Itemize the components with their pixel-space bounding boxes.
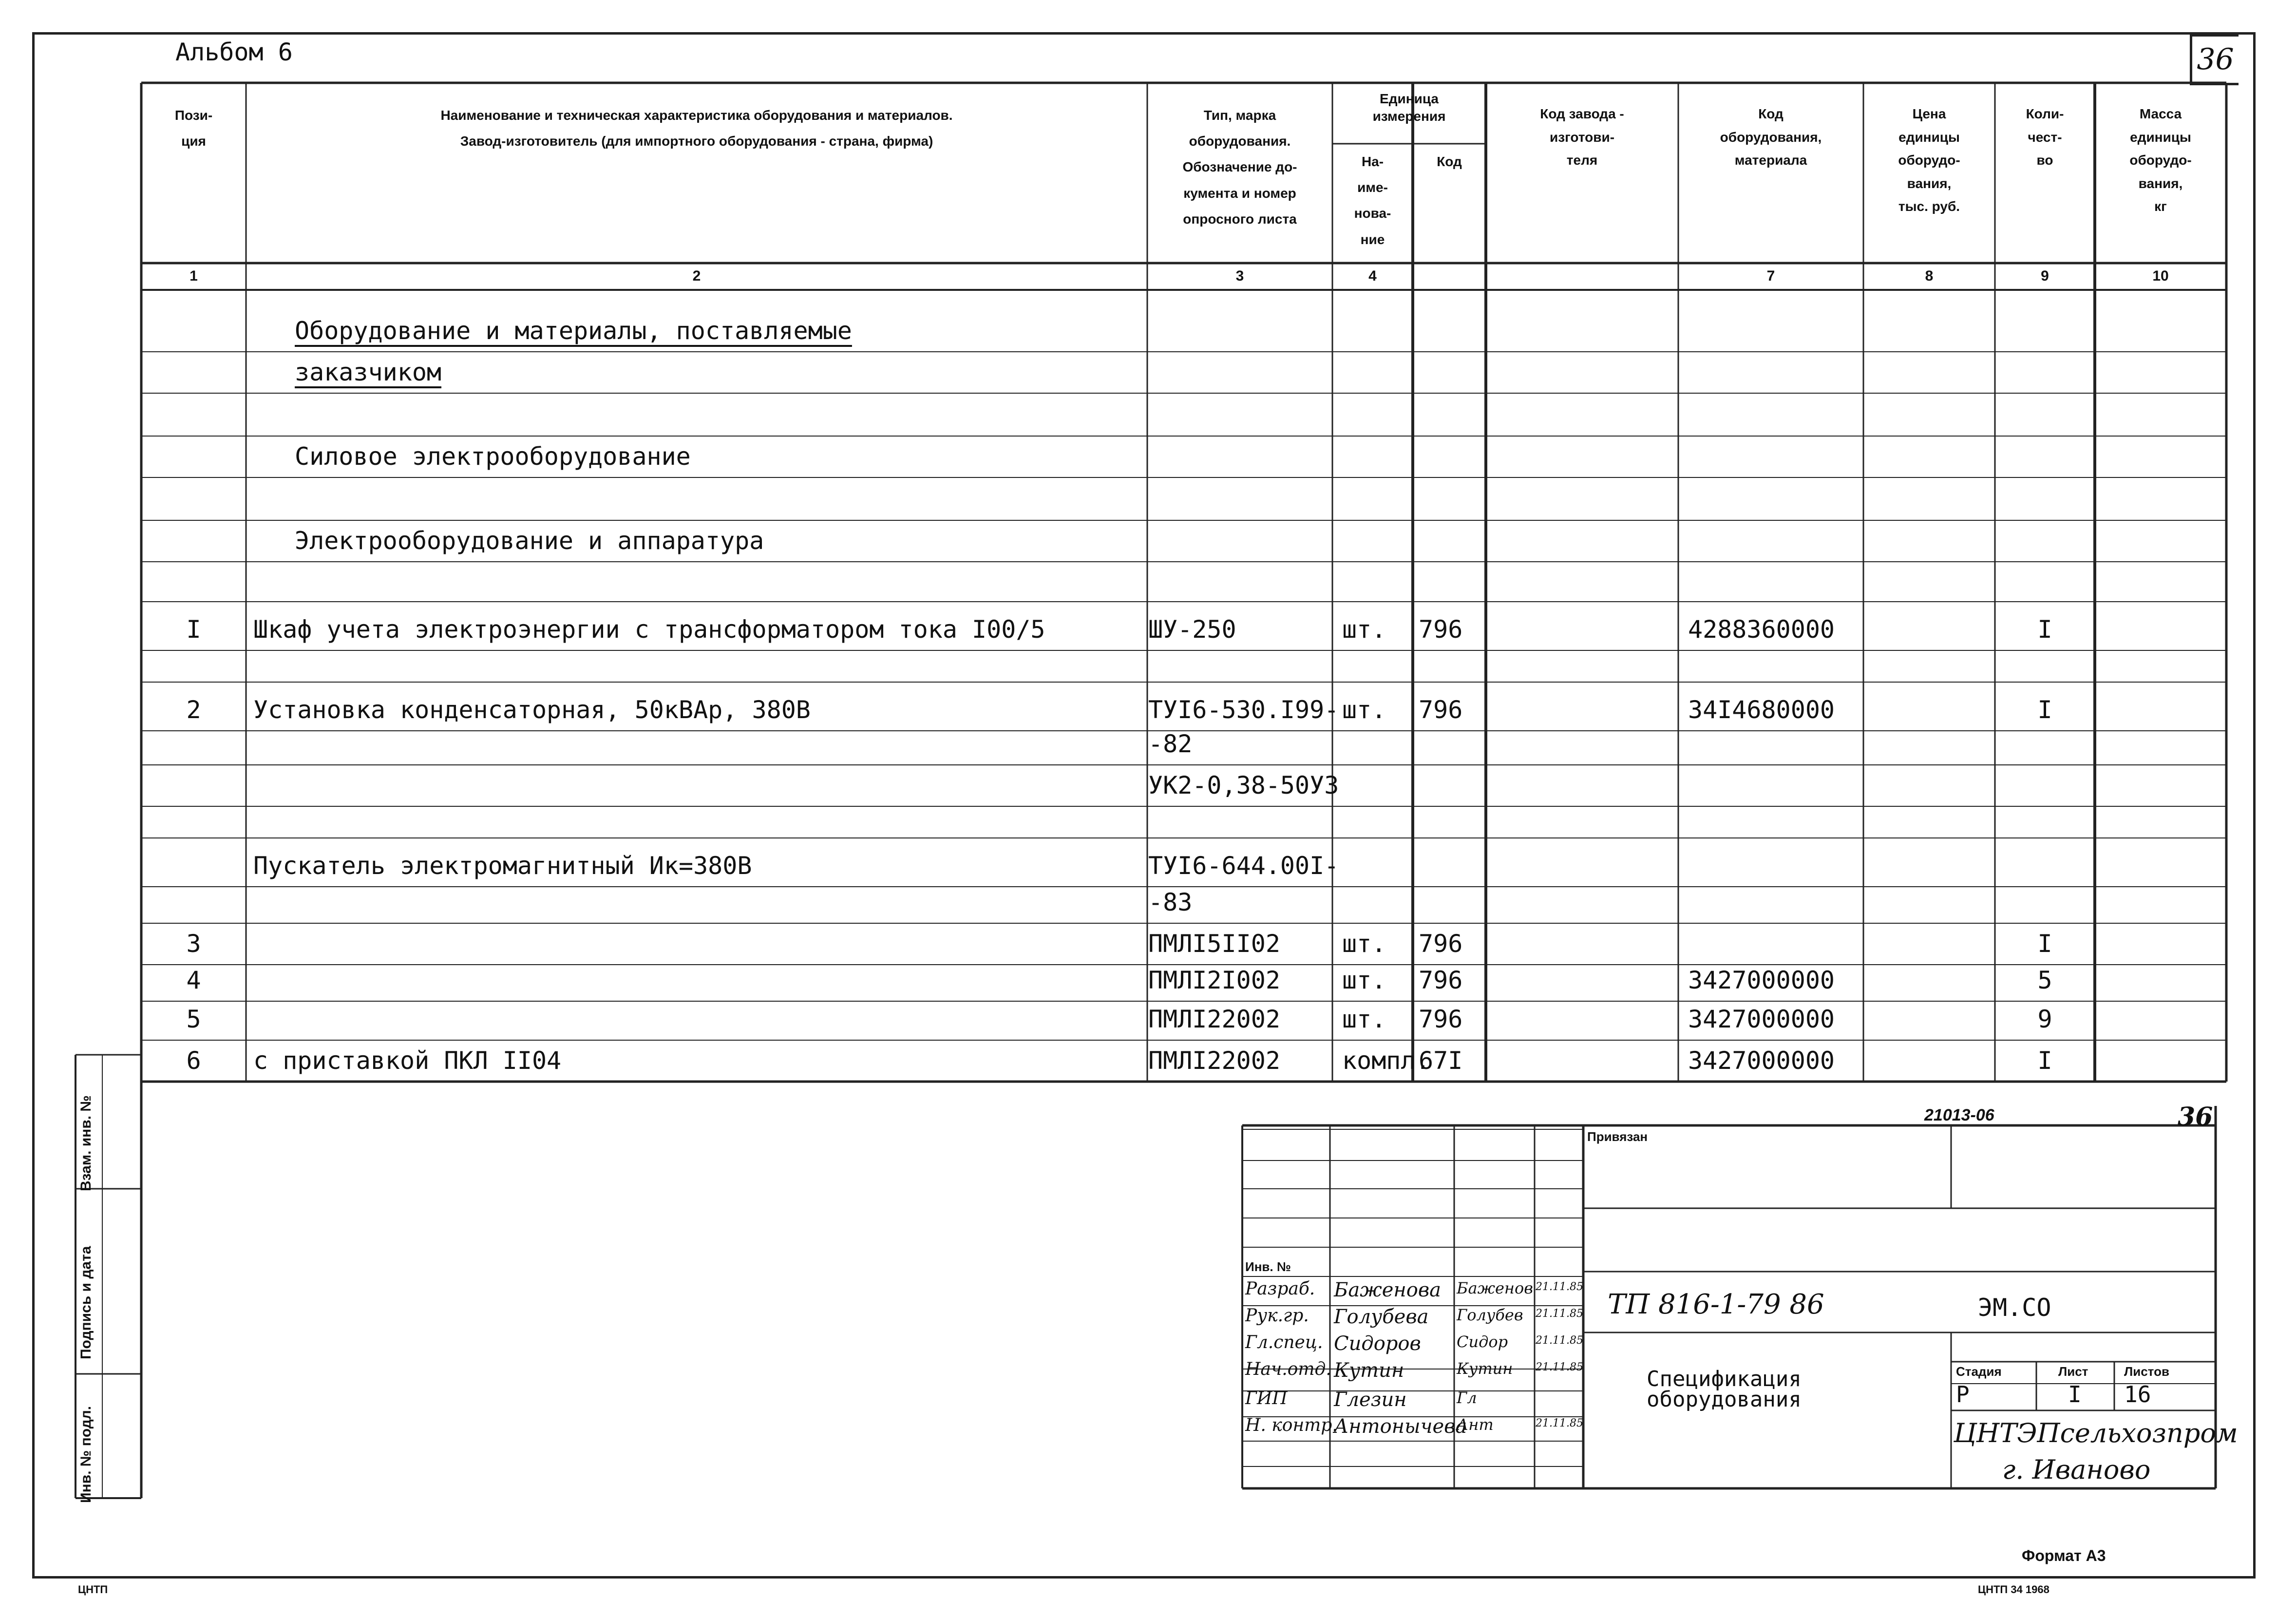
- unit-group-header: Единица измерения: [1372, 91, 1446, 124]
- unit-code-cell: 67I: [1419, 1046, 1463, 1075]
- signer-signature: Гл: [1457, 1389, 1477, 1407]
- signer-date: 21.11.85: [1536, 1361, 1583, 1373]
- position-cell: 6: [186, 1046, 201, 1075]
- equipment-code-cell: 3427000000: [1688, 966, 1835, 994]
- equipment-code-cell: 3427000000: [1688, 1005, 1835, 1033]
- type-cell: ШУ-250: [1148, 615, 1236, 644]
- type-cell: УК2-0,38-50УЗ: [1148, 771, 1339, 799]
- doc-code: ЭМ.СО: [1978, 1294, 2051, 1322]
- sheet-label: Лист: [2058, 1364, 2088, 1379]
- signer-name: Кутин: [1334, 1359, 1404, 1382]
- column-number-8: 8: [1925, 268, 1934, 284]
- signer-signature: Голубев: [1457, 1306, 1523, 1324]
- column-header-9: Коли- чест- во: [2026, 106, 2064, 168]
- unit-cell: шт.: [1342, 1005, 1386, 1033]
- column-header-5: Код: [1437, 154, 1462, 169]
- column-number-7: 7: [1766, 268, 1775, 284]
- column-header-6: Код завода - изготови- теля: [1540, 106, 1624, 168]
- unit-cell: компл.: [1342, 1046, 1430, 1075]
- column-header-10: Масса единицы оборудо- вания, кг: [2129, 106, 2192, 214]
- type-cell: ПМЛI2I002: [1148, 966, 1280, 994]
- stage-label: Стадия: [1956, 1364, 2002, 1379]
- signer-signature: Сидор: [1457, 1332, 1508, 1351]
- quantity-cell: I: [2037, 696, 2052, 724]
- sheet-value: I: [2068, 1381, 2082, 1408]
- sheets-value: 16: [2124, 1381, 2151, 1408]
- side-stamp-sign-date: Подпись и дата: [78, 1246, 94, 1359]
- type-cell: ТУI6-644.00I-: [1148, 852, 1339, 880]
- signer-role: Гл.спец.: [1245, 1332, 1323, 1352]
- type-cell: -83: [1148, 888, 1193, 916]
- signer-name: Баженова: [1334, 1279, 1441, 1301]
- column-header-4: На- име- нова- ние: [1354, 154, 1391, 247]
- unit-code-cell: 796: [1419, 696, 1463, 724]
- unit-code-cell: 796: [1419, 1005, 1463, 1033]
- equipment-code-cell: 34I4680000: [1688, 696, 1835, 724]
- position-cell: 3: [186, 930, 201, 958]
- quantity-cell: I: [2037, 1046, 2052, 1075]
- quantity-cell: 9: [2037, 1005, 2052, 1033]
- signer-signature: Ант: [1457, 1415, 1494, 1434]
- item-name-cell: заказчиком: [295, 358, 442, 386]
- item-name-cell: Шкаф учета электроэнергии с трансформатором тока I00/5: [253, 615, 1045, 644]
- column-header-7: Код оборудования, материала: [1720, 106, 1822, 168]
- unit-cell: шт.: [1342, 930, 1386, 958]
- footer-right-code: ЦНТП 34 1968: [1978, 1583, 2049, 1596]
- column-number-1: 1: [190, 268, 198, 284]
- column-number-2: 2: [692, 268, 701, 284]
- unit-code-cell: 796: [1419, 930, 1463, 958]
- quantity-cell: 5: [2037, 966, 2052, 994]
- column-header-8: Цена единицы оборудо- вания, тыс. руб.: [1898, 106, 1960, 214]
- column-number-9: 9: [2041, 268, 2049, 284]
- signer-name: Антонычева: [1334, 1415, 1467, 1438]
- item-name-cell: Силовое электрооборудование: [295, 442, 691, 471]
- type-cell: ПМЛI22002: [1148, 1005, 1280, 1033]
- position-cell: 4: [186, 966, 201, 994]
- signer-date: 21.11.85: [1536, 1281, 1583, 1293]
- sheets-label: Листов: [2124, 1364, 2169, 1379]
- signer-role: ГИП: [1245, 1389, 1288, 1408]
- type-cell: ПМЛI22002: [1148, 1046, 1280, 1075]
- doc-title: Спецификация оборудования: [1647, 1367, 1802, 1412]
- item-name-cell: Установка конденсаторная, 50кВАр, 380В: [253, 696, 811, 724]
- item-name-cell: с приставкой ПКЛ II04: [253, 1046, 562, 1075]
- unit-cell: шт.: [1342, 696, 1386, 724]
- position-cell: 5: [186, 1005, 201, 1033]
- project-code: ТП 816-1-79 86: [1608, 1289, 1824, 1320]
- signer-role: Рук.гр.: [1245, 1306, 1309, 1326]
- signer-role: Разраб.: [1245, 1279, 1315, 1299]
- equipment-code-cell: 4288360000: [1688, 615, 1835, 644]
- signer-signature: Баженов: [1457, 1279, 1533, 1297]
- column-number-10: 10: [2152, 268, 2169, 284]
- column-number-3: 3: [1235, 268, 1244, 284]
- type-cell: ПМЛI5II02: [1148, 930, 1280, 958]
- signer-date: 21.11.85: [1536, 1417, 1583, 1429]
- stage-value: Р: [1956, 1381, 1970, 1408]
- side-stamp-vzam: Взам. инв. №: [78, 1095, 94, 1191]
- inv-label: Инв. №: [1245, 1259, 1291, 1274]
- side-stamp-inv-podl: Инв. № подл.: [78, 1406, 94, 1503]
- column-header-1: Пози- ция: [174, 108, 213, 149]
- signer-role: Нач.отд.: [1245, 1359, 1331, 1379]
- position-cell: 2: [186, 696, 201, 724]
- quantity-cell: I: [2037, 930, 2052, 958]
- unit-cell: шт.: [1342, 966, 1386, 994]
- signer-name: Сидоров: [1334, 1332, 1421, 1355]
- sheet-mark: 36: [2178, 1102, 2213, 1132]
- signer-date: 21.11.85: [1536, 1334, 1583, 1347]
- bound-label: Привязан: [1587, 1129, 1648, 1144]
- unit-cell: шт.: [1342, 615, 1386, 644]
- signer-name: Голубева: [1334, 1306, 1429, 1328]
- signer-signature: Кутин: [1457, 1359, 1513, 1378]
- column-number-4: 4: [1368, 268, 1377, 284]
- unit-code-cell: 796: [1419, 966, 1463, 994]
- organization: ЦНТЭПсельхозпром: [1954, 1418, 2238, 1448]
- signer-name: Глезин: [1334, 1389, 1407, 1411]
- item-name-cell: Оборудование и материалы, поставляемые: [295, 317, 852, 345]
- footer-left-code: ЦНТП: [78, 1583, 108, 1596]
- type-cell: ТУI6-530.I99-: [1148, 696, 1339, 724]
- signer-date: 21.11.85: [1536, 1308, 1583, 1320]
- signer-role: Н. контр.: [1245, 1415, 1338, 1435]
- position-cell: I: [186, 615, 201, 644]
- column-header-2: Наименование и техническая характеристика оборудования и материалов. Завод-изготовитель (для импортного оборудования - страна, фирма): [440, 108, 953, 149]
- equipment-code-cell: 3427000000: [1688, 1046, 1835, 1075]
- city: г. Иваново: [2002, 1454, 2151, 1485]
- album-label: Альбом 6: [175, 38, 293, 66]
- format-label: Формат А3: [2022, 1547, 2106, 1564]
- item-name-cell: Пускатель электромагнитный Ик=380В: [253, 852, 752, 880]
- item-name-cell: Электрооборудование и аппаратура: [295, 527, 764, 555]
- quantity-cell: I: [2037, 615, 2052, 644]
- column-header-3: Тип, марка оборудования. Обозначение до- кумента и номер опросного листа: [1182, 108, 1297, 227]
- type-cell: -82: [1148, 730, 1193, 758]
- doc-ref: 21013-06: [1924, 1106, 1994, 1124]
- page-number: 36: [2190, 34, 2239, 85]
- unit-code-cell: 796: [1419, 615, 1463, 644]
